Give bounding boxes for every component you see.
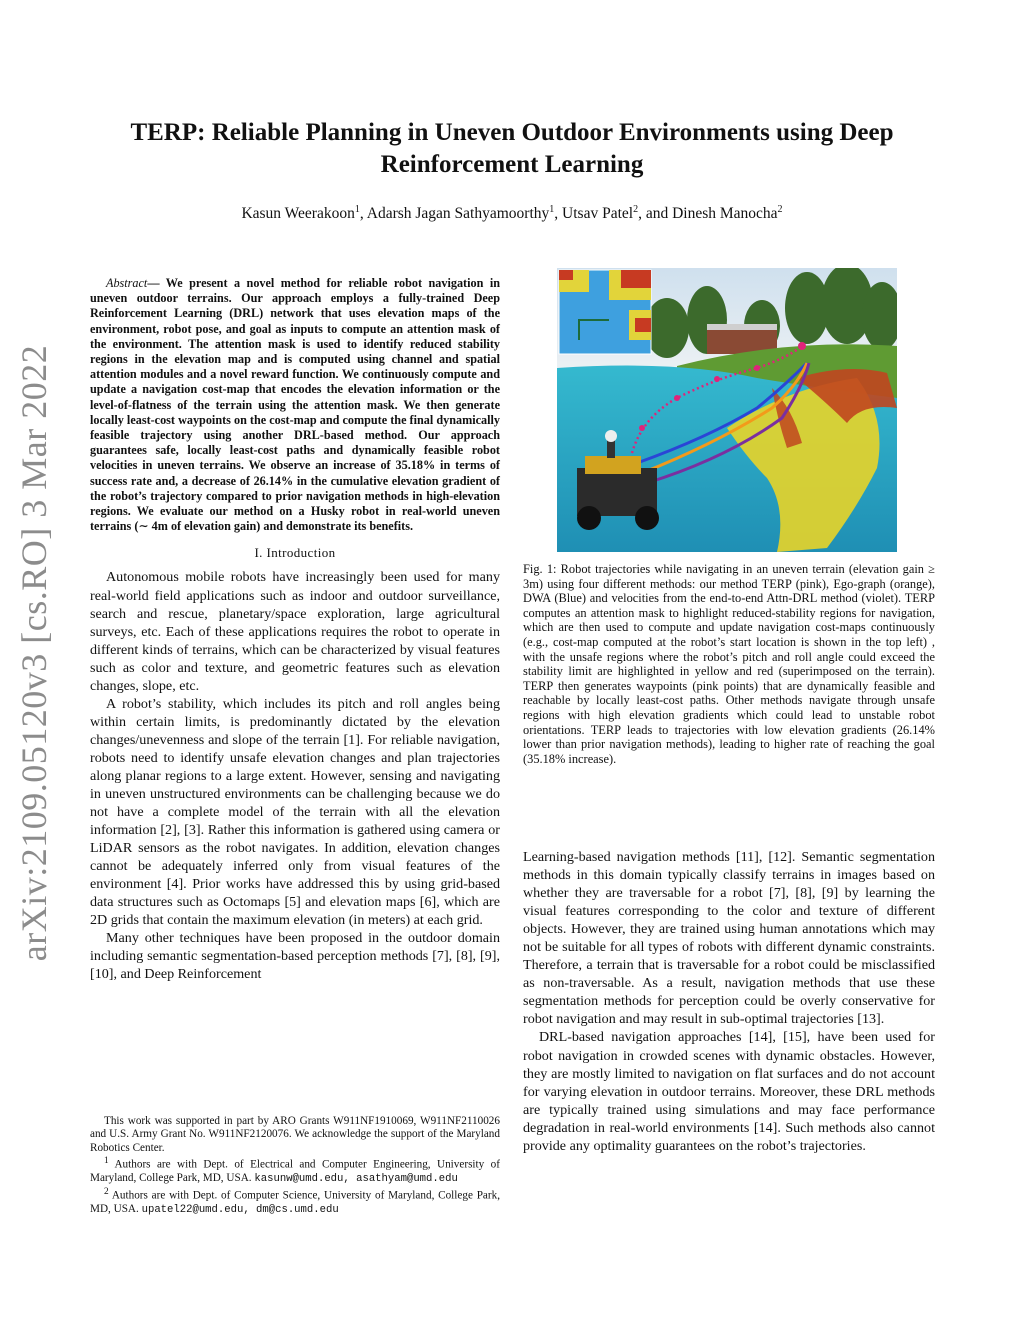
author-separator: , <box>359 205 367 223</box>
author-separator: , and <box>638 205 673 223</box>
left-column <box>90 276 500 984</box>
funding-footnote: This work was supported in part by ARO Grants W911NF1910069, W911NF2110026 and U.S. Army Grant No. W911NF2120076. We acknowledge the support of the Maryland Robotics Center. <box>90 1115 500 1154</box>
footnote-text: Authors are with Dept. of Electrical and Computer Engineering, University of Maryland, College Park, MD, USA. <box>90 1158 500 1184</box>
figure-terrain-illustration <box>557 268 897 552</box>
section-heading: I. Introduction <box>254 545 336 561</box>
footnote-mark: 2 <box>104 1187 109 1198</box>
figure-caption <box>523 562 935 766</box>
paper-title: TERP: Reliable Planning in Uneven Outdoor Environments using Deep Reinforcement Learning <box>130 119 894 178</box>
author-separator: , <box>554 205 563 223</box>
author-name: Dinesh Manocha <box>672 205 778 223</box>
arxiv-stamp <box>4 344 64 961</box>
caption-body: Robot trajectories while navigating in an uneven terrain (elevation gain ≥ 3m) using four different methods: our method TERP (pink), Ego-graph (orange), DWA (Blue) and velocities from the end-to-end Attn-DRL method (violet). TERP computes an attention mask to highlight reduced-stability regions for navigation, which are then used to compute and update navigation cost-maps continuously (e.g., cost-map computed at the robot’s start location is shown in the top left) , with the unsafe regions where the robot’s pitch and roll angle could exceed the stability limit are highlighted in yellow and red (superimposed on the terrain). TERP then generates waypoints (pink points) that are dynamically feasible and reachable by locally least-cost paths. Other methods navigate through unsafe regions with high elevation gradients which could lead to unstable robot orientations. TERP leads to trajectories with low elevation gradients (26.14% lower than prior navigation methods), leading to higher rate of reaching the goal (35.18% increase). <box>523 562 935 766</box>
author-list <box>80 204 944 223</box>
author-affiliation-mark: 2 <box>633 204 639 215</box>
author-affiliation-mark: 1 <box>354 204 360 215</box>
intro-paragraph: A robot’s stability, which includes its pitch and roll angles being within certain limits, is predominantly dictated by the elevation changes/unevenness and slope of the terrain [1]. For reliable navigation, robots need to identify unsafe elevation changes and plan trajectories along planar regions to a large extent. However, sensing and navigating in uneven unstructured environments can be challenging because we do not have a complete model of the terrain with all the elevation information [2], [3]. Rather this information is gathered using camera or LiDAR sensors as the robot navigates. In addition, elevation changes cannot be adequately inferred only from visual features of the environment [4]. Prior works have addressed this by using grid-based data structures such as Octomaps [5] and elevation maps [6], which are 2D grids that contain the maximum elevation (in meters) at each grid. <box>90 695 500 929</box>
footnote-mark: 1 <box>104 1155 109 1166</box>
intro-paragraph: Autonomous mobile robots have increasingly been used for many real-world field applications such as indoor and outdoor surveillance, search and rescue, planetary/space exploration, large agricultural surveys, etc. Each of these applications requires the robot to operate in different kinds of terrains, which can be characterized by visual features such as color and texture, and geometric features such as elevation changes, slope, etc. <box>90 569 500 694</box>
caption-label: Fig. 1: <box>523 562 557 576</box>
abstract-text: We present a novel method for reliable robot navigation in uneven outdoor terrains. Our approach employs a fully-trained Deep Reinforcement Learning (DRL) network that uses elevation maps of the environment, robot pose, and goal as inputs to compute an attention mask of the environment. The attention mask is used to identify reduced stability regions in the elevation map and is computed using channel and spatial attention modules and a novel reward function. We continuously compute and update a navigation cost-map that encodes the elevation information or the level-of-flatness of the terrain using the attention mask. We then generate locally least-cost waypoints on the cost-map and compute the final dynamically feasible trajectory using another DRL-based method. Our approach guarantees safe, locally least-cost paths and dynamically feasible robot velocities in uneven terrains. We observe an increase of 35.18% in terms of success rate and, a decrease of 26.14% in the cumulative elevation gradient of the robot’s trajectory compared to prior navigation methods in high-elevation regions. We evaluate our method on a Husky robot in real-world uneven terrains (∼ 4m of elevation gain) and demonstrate its benefits. <box>90 276 500 534</box>
caption-text <box>523 562 935 766</box>
author-name: Adarsh Jagan Sathyamoorthy <box>366 205 550 223</box>
footnotes <box>90 1115 500 1218</box>
affiliation-footnote-2 <box>90 1186 500 1217</box>
footnote-emails: kasunw@umd.edu, asathyam@umd.edu <box>254 1172 458 1185</box>
arxiv-id: arXiv:2109.05120v3 [cs.RO] 3 Mar 2022 <box>14 344 55 961</box>
body-paragraph: DRL-based navigation approaches [14], [15], have been used for robot navigation in crowded scenes with dynamic obstacles. However, they are mostly limited to navigation on flat surfaces and do not account for varying elevation in outdoor terrains. Moreover, these DRL methods are typically trained using simulations and may face performance degradation in real-world environments [14]. Such methods also cannot provide any optimality guarantees on the robot’s trajectories. <box>523 1029 935 1154</box>
figure-1 <box>557 268 897 552</box>
author-name: Utsav Patel <box>562 205 634 223</box>
intro-paragraph: Many other techniques have been proposed in the outdoor domain including semantic segmentation-based perception methods [7], [8], [9], [10], and Deep Reinforcement <box>90 930 500 983</box>
abstract-dash: — <box>147 276 166 290</box>
author-name: Kasun Weerakoon <box>241 205 355 223</box>
footnote-text: Authors are with Dept. of Computer Science, University of Maryland, College Park, MD, USA. <box>90 1189 500 1216</box>
abstract <box>90 276 500 534</box>
author-affiliation-mark: 2 <box>777 204 783 215</box>
author-affiliation-mark: 1 <box>549 204 555 215</box>
right-column-text <box>523 848 935 1155</box>
costmap-inset <box>559 270 651 354</box>
body-paragraph: Learning-based navigation methods [11], [12]. Semantic segmentation methods in this domain typically classify terrains in images based on whether they are traversable for a robot [7], [8], [9] by learning the visual features corresponding to the color and texture of different objects. However, they are trained using human annotations which may not be suitable for all types of robots with different dynamic constraints. Therefore, a terrain that is traversable for a robot could be misclassified as non-traversable. As a result, navigation methods that use these segmentation methods for perception could be overly conservative for robot navigation and may result in sub-optimal trajectories [13]. <box>523 849 935 1028</box>
affiliation-footnote-1 <box>90 1155 500 1186</box>
footnote-emails: upatel22@umd.edu, dm@cs.umd.edu <box>141 1204 339 1217</box>
abstract-label: Abstract <box>106 276 148 290</box>
